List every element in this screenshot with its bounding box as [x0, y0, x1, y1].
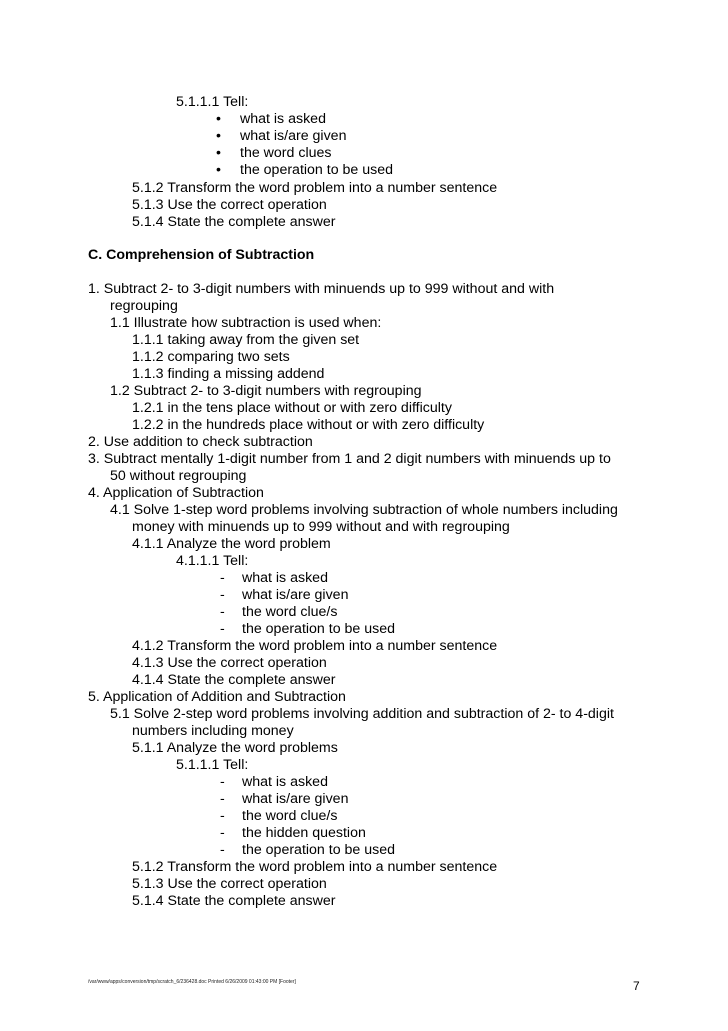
- bullet-item: what is/are given: [242, 791, 349, 807]
- bullet-dash: -: [220, 842, 225, 858]
- outline-item: 1.2 Subtract 2- to 3-digit numbers with regrouping: [110, 383, 422, 399]
- outline-item: 5.1 Solve 2-step word problems involving addition and subtraction of 2- to 4-digit: [110, 706, 614, 722]
- bullet-item: the word clue/s: [242, 808, 338, 824]
- bullet-item: what is asked: [242, 774, 328, 790]
- page-number: 7: [633, 979, 640, 993]
- bullet-item: what is asked: [240, 111, 326, 127]
- page-footer: /var/www/apps/conversion/tmp/scratch_6/236428.doc Printed 6/26/2009 01:43:00 PM [Footer]: [88, 979, 296, 985]
- outline-item: 4.1.1 Analyze the word problem: [132, 536, 331, 552]
- bullet-dash: -: [220, 604, 225, 620]
- outline-item: 5.1.4 State the complete answer: [132, 214, 336, 230]
- outline-item: 1.2.1 in the tens place without or with zero difficulty: [132, 400, 452, 416]
- bullet-item: the operation to be used: [242, 621, 396, 637]
- bullet-dot: •: [216, 111, 221, 127]
- outline-item: 5.1.4 State the complete answer: [132, 893, 336, 909]
- bullet-item: the hidden question: [242, 825, 366, 841]
- bullet-item: the word clues: [240, 145, 332, 161]
- outline-item: 5.1.2 Transform the word problem into a number sentence: [132, 180, 498, 196]
- bullet-item: the word clue/s: [242, 604, 338, 620]
- outline-item: 1.1.3 finding a missing addend: [132, 366, 325, 382]
- outline-item: 4.1.3 Use the correct operation: [132, 655, 327, 671]
- outline-item: 1.1 Illustrate how subtraction is used when:: [110, 315, 382, 331]
- outline-item: 4.1.1.1 Tell:: [176, 553, 249, 569]
- outline-item: regrouping: [110, 298, 178, 314]
- bullet-dot: •: [216, 145, 221, 161]
- outline-item: 5.1.3 Use the correct operation: [132, 197, 327, 213]
- outline-item: 1.1.1 taking away from the given set: [132, 332, 360, 348]
- outline-item: 4.1 Solve 1-step word problems involving subtraction of whole numbers including: [110, 502, 618, 518]
- outline-item: 4.1.4 State the complete answer: [132, 672, 336, 688]
- outline-item: numbers including money: [132, 723, 294, 739]
- outline-item: 50 without regrouping: [110, 468, 247, 484]
- bullet-item: the operation to be used: [240, 162, 394, 178]
- outline-item: money with minuends up to 999 without and with regrouping: [132, 519, 510, 535]
- bullet-dash: -: [220, 791, 225, 807]
- outline-item: 3. Subtract mentally 1-digit number from 1 and 2 digit numbers with minuends up to: [88, 451, 611, 467]
- outline-item: 5.1.2 Transform the word problem into a number sentence: [132, 859, 498, 875]
- bullet-dash: -: [220, 825, 225, 841]
- outline-item: 5.1.3 Use the correct operation: [132, 876, 327, 892]
- bullet-item: what is/are given: [242, 587, 349, 603]
- outline-item: 5. Application of Addition and Subtraction: [88, 689, 346, 705]
- bullet-item: the operation to be used: [242, 842, 396, 858]
- outline-item: 5.1.1.1 Tell:: [176, 94, 249, 110]
- bullet-dash: -: [220, 621, 225, 637]
- bullet-dash: -: [220, 808, 225, 824]
- bullet-item: what is asked: [242, 570, 328, 586]
- outline-item: 5.1.1.1 Tell:: [176, 757, 249, 773]
- bullet-dash: -: [220, 774, 225, 790]
- outline-item: 1.2.2 in the hundreds place without or with zero difficulty: [132, 417, 485, 433]
- outline-item: 4.1.2 Transform the word problem into a number sentence: [132, 638, 498, 654]
- outline-item: 1.1.2 comparing two sets: [132, 349, 290, 365]
- bullet-dash: -: [220, 587, 225, 603]
- bullet-dot: •: [216, 128, 221, 144]
- outline-item: 1. Subtract 2- to 3-digit numbers with minuends up to 999 without and with: [88, 281, 555, 297]
- outline-item: 2. Use addition to check subtraction: [88, 434, 313, 450]
- section-heading: C. Comprehension of Subtraction: [88, 247, 315, 263]
- bullet-dash: -: [220, 570, 225, 586]
- outline-item: 5.1.1 Analyze the word problems: [132, 740, 338, 756]
- outline-item: 4. Application of Subtraction: [88, 485, 264, 501]
- bullet-item: what is/are given: [240, 128, 347, 144]
- bullet-dot: •: [216, 162, 221, 178]
